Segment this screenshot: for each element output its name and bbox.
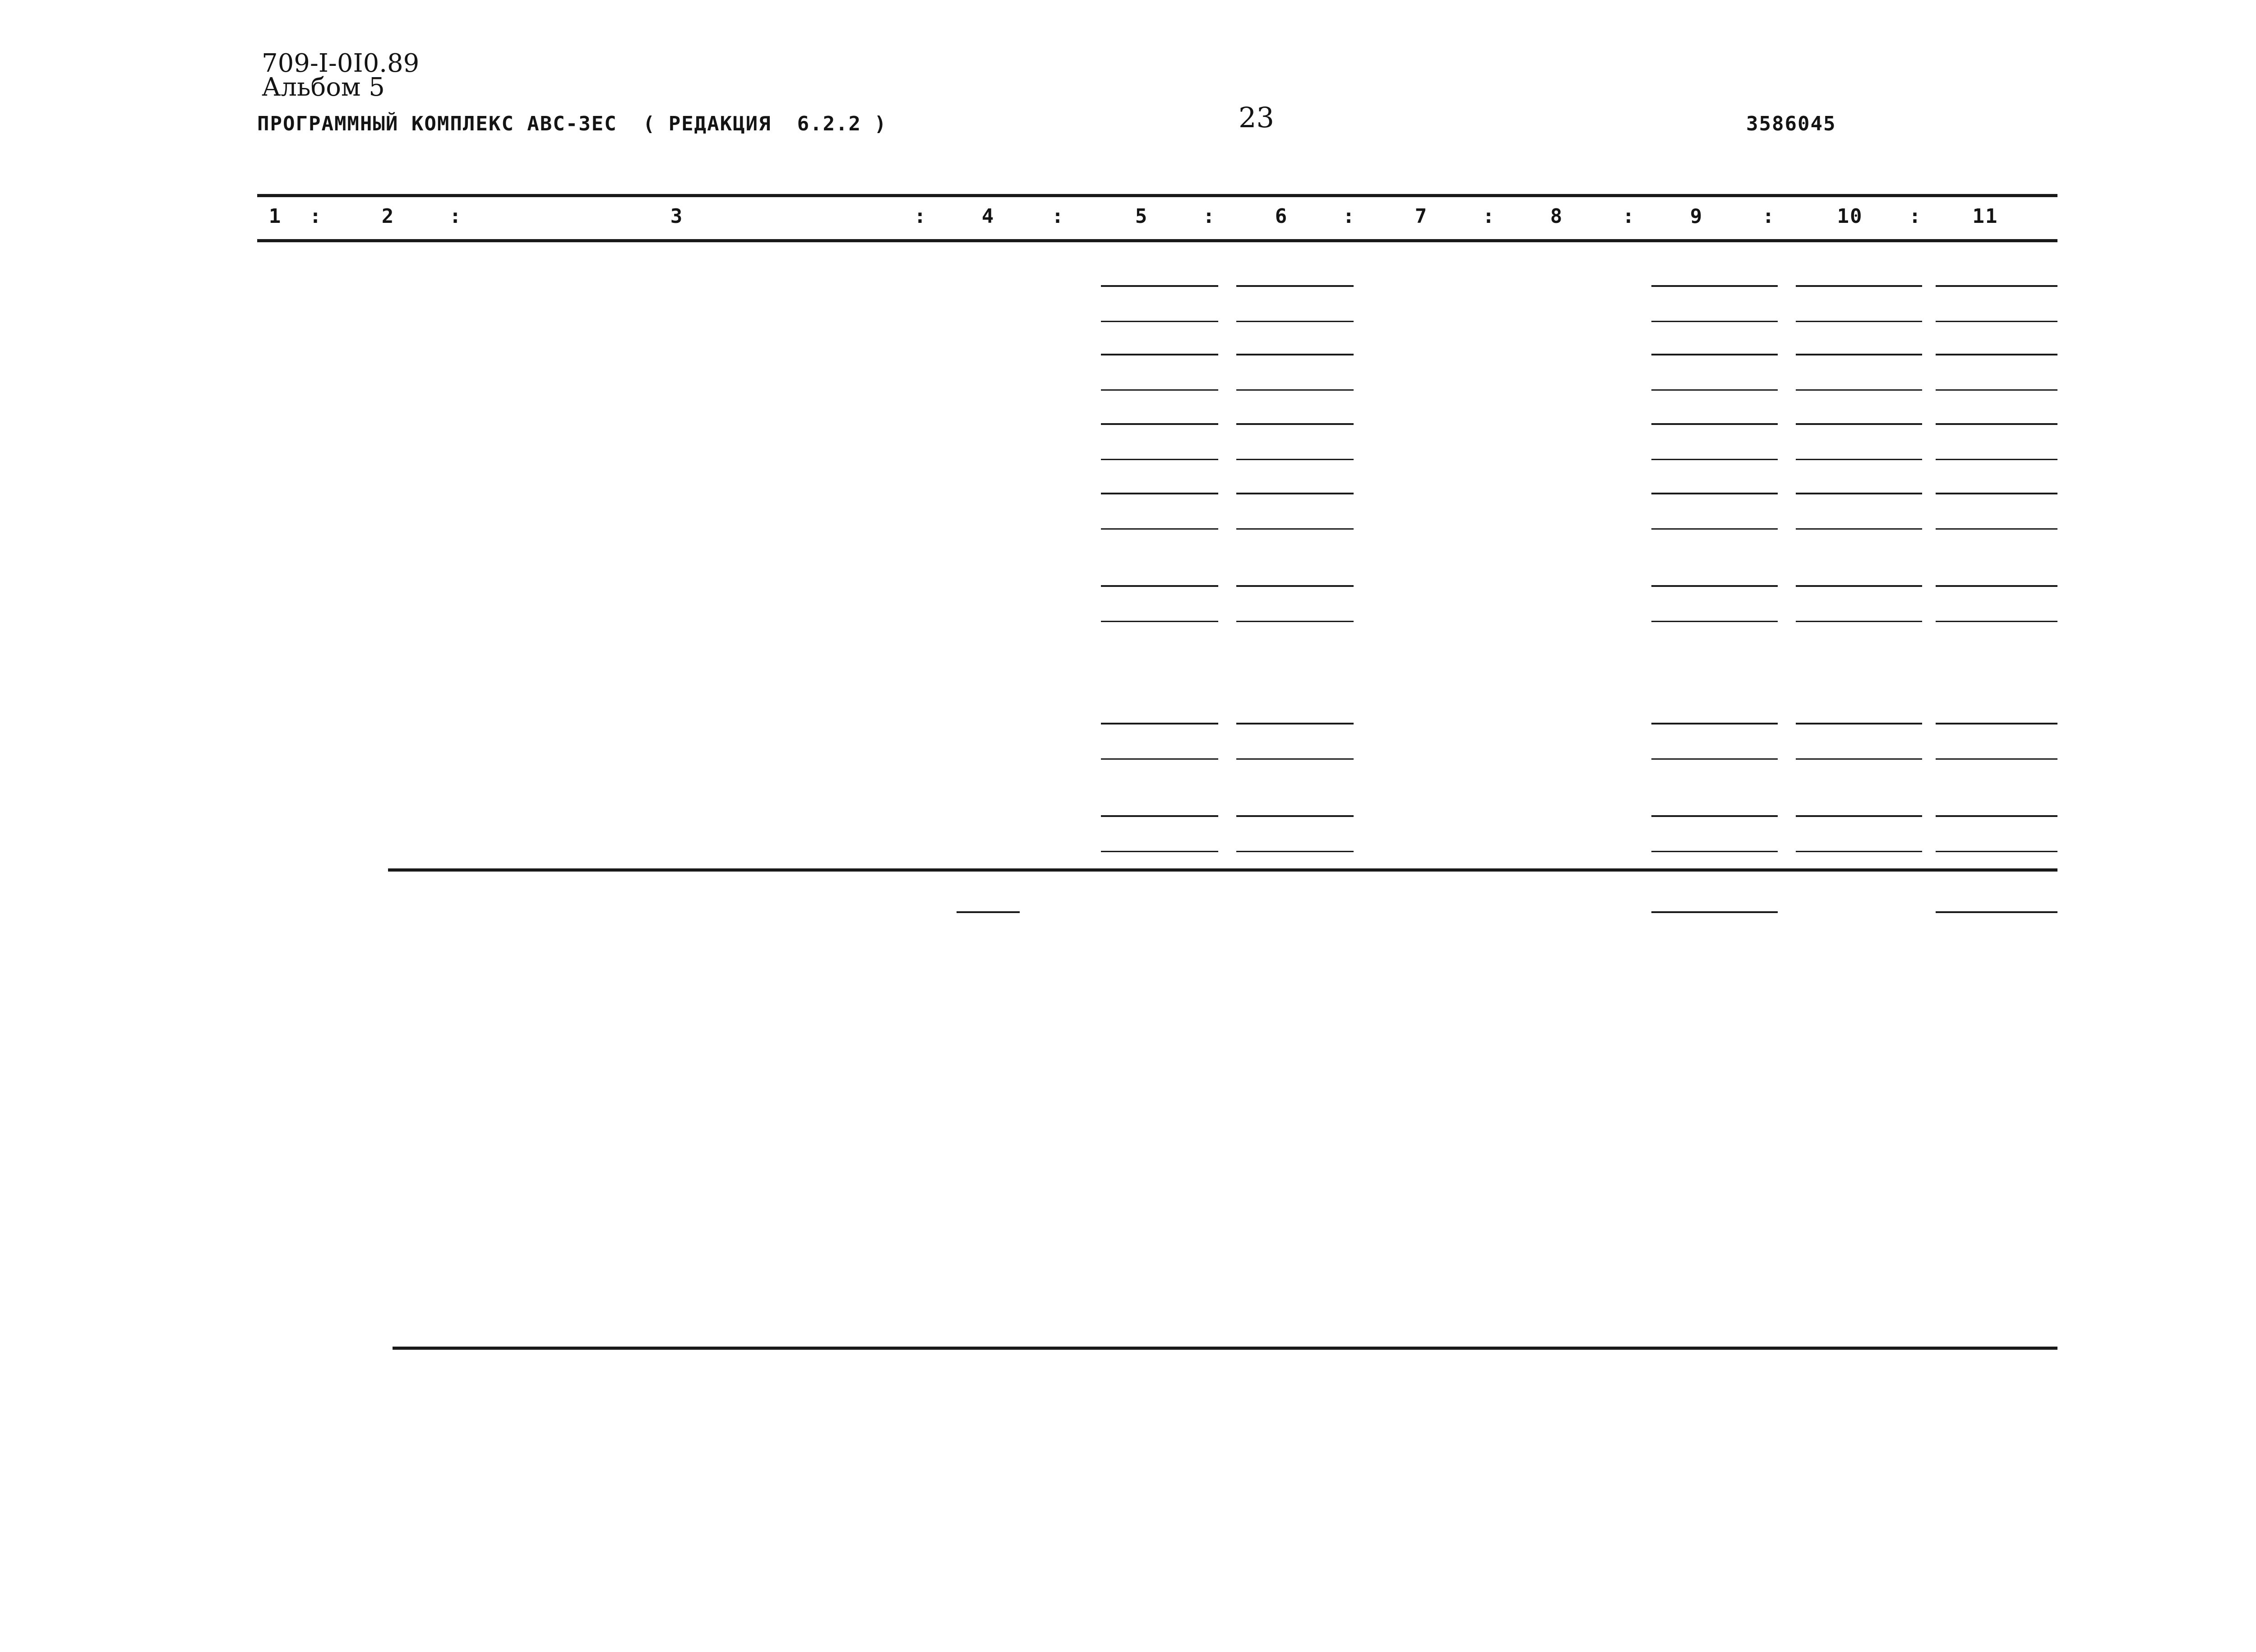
cell-rule: [1796, 459, 1922, 460]
cell-rule: [1101, 585, 1218, 587]
cell-rule: [1101, 354, 1218, 355]
cell-rule: [1236, 528, 1354, 530]
cell-rule: [1236, 285, 1354, 287]
cell-rule: [1796, 493, 1922, 494]
cell-rule: [1651, 423, 1778, 425]
column-header: :: [1909, 205, 1922, 228]
cell-rule: [1936, 321, 2057, 322]
cell-rule: [1236, 815, 1354, 817]
doc-code: 709-I-0I0.89: [262, 49, 420, 78]
cell-rule: [1101, 285, 1218, 287]
cell-rule: [1796, 528, 1922, 530]
cell-rule: [1236, 389, 1354, 391]
cell-rule: [1651, 911, 1778, 913]
column-header: :: [1482, 205, 1496, 228]
cell-rule: [1101, 321, 1218, 322]
column-header: 1: [268, 205, 282, 228]
cell-rule: [1651, 815, 1778, 817]
cell-rule: [1936, 851, 2057, 852]
cell-rule: [1651, 354, 1778, 355]
cell-rule: [1796, 321, 1922, 322]
cell-rule: [1236, 493, 1354, 494]
cell-rule: [1796, 758, 1922, 760]
cell-rule: [1796, 621, 1922, 622]
cell-rule: [1796, 285, 1922, 287]
cell-rule: [1101, 528, 1218, 530]
cell-rule: [1651, 321, 1778, 322]
cell-rule: [1236, 321, 1354, 322]
column-header: 3: [670, 205, 684, 228]
cell-rule: [1936, 389, 2057, 391]
column-header: 9: [1690, 205, 1703, 228]
doc-number: 3586045: [1746, 112, 1836, 135]
column-header: :: [1051, 205, 1065, 228]
cell-rule: [1651, 851, 1778, 852]
column-header: 5: [1135, 205, 1148, 228]
table-top-rule: [257, 194, 2057, 197]
cell-rule: [1936, 815, 2057, 817]
column-header: 11: [1972, 205, 1998, 228]
cell-rule: [1936, 621, 2057, 622]
cell-rule: [1651, 758, 1778, 760]
column-header: :: [1762, 205, 1775, 228]
cell-rule: [1651, 585, 1778, 587]
cell-rule: [1936, 585, 2057, 587]
cell-rule: [1101, 423, 1218, 425]
cell-rule: [1936, 528, 2057, 530]
cell-rule: [1236, 585, 1354, 587]
cell-rule: [1236, 423, 1354, 425]
column-header: :: [1342, 205, 1356, 228]
column-header: 10: [1837, 205, 1863, 228]
column-header: :: [914, 205, 927, 228]
cell-rule: [1101, 815, 1218, 817]
totals-top-rule: [388, 868, 2057, 872]
cell-rule: [1651, 528, 1778, 530]
album-label: Альбом 5: [262, 73, 385, 102]
cell-rule: [1236, 459, 1354, 460]
cell-rule: [1796, 815, 1922, 817]
cell-rule: [1796, 423, 1922, 425]
cell-rule: [1936, 354, 2057, 355]
cell-rule: [1936, 423, 2057, 425]
column-header: 2: [381, 205, 395, 228]
column-header: 7: [1415, 205, 1428, 228]
program-title: ПРОГРАММНЫЙ КОМПЛЕКС АВС-ЗЕС ( РЕДАКЦИЯ 6.2.2 ): [257, 112, 888, 135]
cell-rule: [1101, 851, 1218, 852]
cell-rule: [1236, 723, 1354, 724]
cell-rule: [1796, 723, 1922, 724]
cell-rule: [1651, 285, 1778, 287]
cell-rule: [1101, 459, 1218, 460]
cell-rule: [1936, 911, 2057, 913]
cell-rule: [1936, 723, 2057, 724]
grand-total-rule: [393, 1347, 2057, 1350]
cell-rule: [1796, 585, 1922, 587]
cell-rule: [1796, 354, 1922, 355]
cell-rule: [1651, 389, 1778, 391]
column-header: :: [309, 205, 323, 228]
cell-rule: [1651, 459, 1778, 460]
column-header: 8: [1550, 205, 1563, 228]
cell-rule: [1936, 459, 2057, 460]
column-header: :: [1622, 205, 1636, 228]
cell-rule: [1936, 758, 2057, 760]
cell-rule: [1936, 285, 2057, 287]
cell-rule: [1236, 621, 1354, 622]
cell-rule: [1651, 621, 1778, 622]
cell-rule: [1936, 493, 2057, 494]
cell-rule: [1101, 493, 1218, 494]
column-header: 4: [981, 205, 995, 228]
cell-rule: [1101, 621, 1218, 622]
cell-rule: [1236, 354, 1354, 355]
column-header: :: [449, 205, 462, 228]
column-header: 6: [1275, 205, 1288, 228]
cell-rule: [957, 911, 1020, 913]
table-header-rule: [257, 239, 2057, 242]
cell-rule: [1651, 723, 1778, 724]
column-header: :: [1202, 205, 1216, 228]
cell-rule: [1101, 389, 1218, 391]
cell-rule: [1796, 389, 1922, 391]
cell-rule: [1101, 758, 1218, 760]
cell-rule: [1796, 851, 1922, 852]
cell-rule: [1101, 723, 1218, 724]
cell-rule: [1236, 758, 1354, 760]
page-number: 23: [1239, 101, 1274, 134]
cell-rule: [1651, 493, 1778, 494]
cell-rule: [1236, 851, 1354, 852]
